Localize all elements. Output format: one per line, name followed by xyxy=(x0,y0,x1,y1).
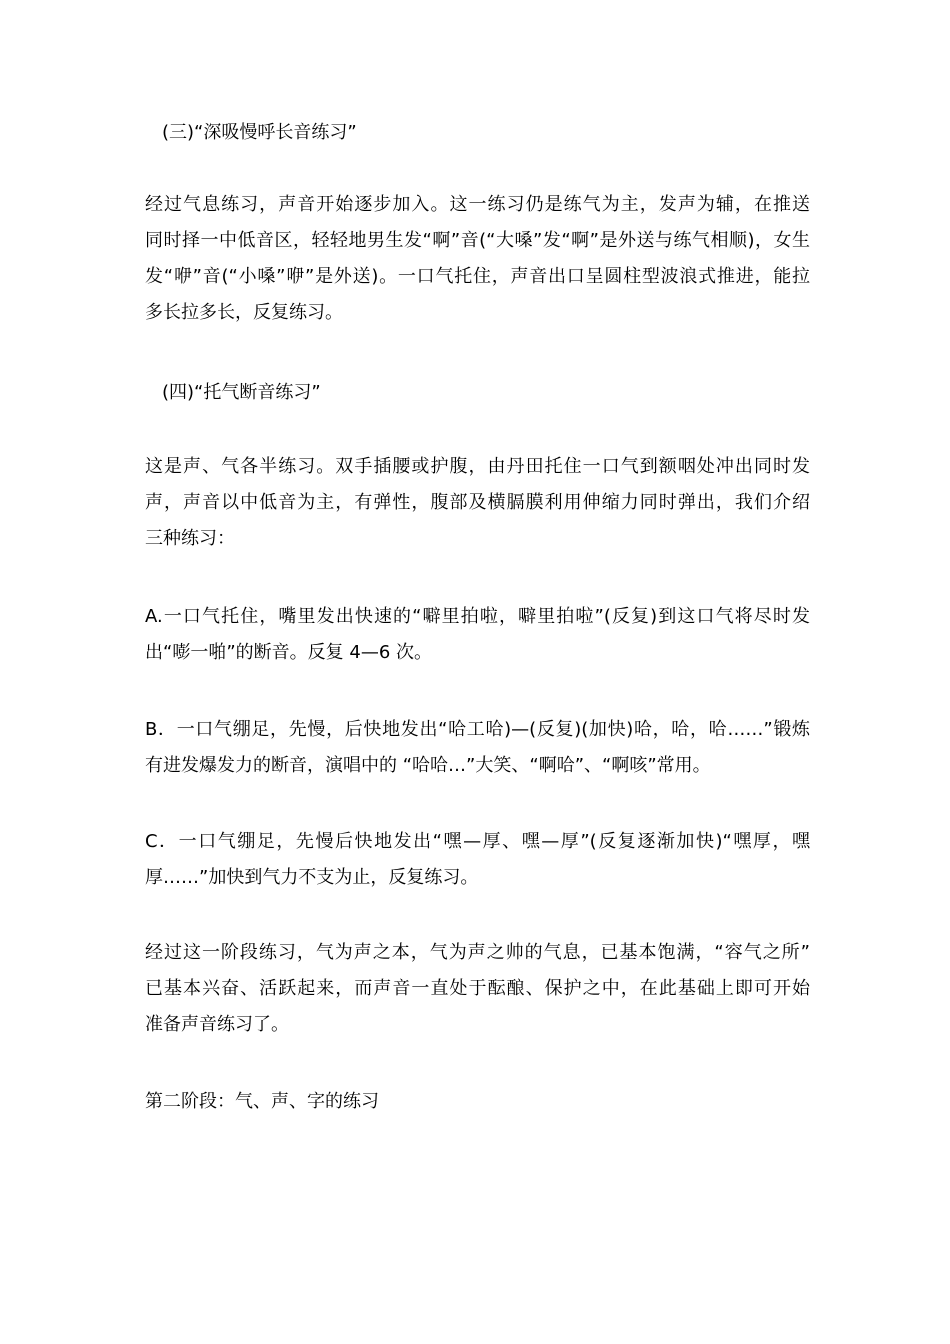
paragraph-line: 经过气息练习，声音开始逐步加入。这一练习仍是练气为主，发声为辅，在推送 xyxy=(145,194,810,215)
exercise-item-b xyxy=(145,712,810,784)
paragraph-line: 多长拉多长，反复练习。 xyxy=(145,302,343,323)
paragraph-line: A.一口气托住，嘴里发出快速的“噼里拍啦，噼里拍啦”(反复)到这口气将尽时发 xyxy=(145,606,810,627)
section-heading-4 xyxy=(162,375,827,411)
paragraph-line: 三种练习： xyxy=(145,528,235,549)
exercise-item-a xyxy=(145,599,810,671)
paragraph-line: 准备声音练习了。 xyxy=(145,1014,289,1035)
paragraph-long-tone xyxy=(145,187,810,331)
paragraph-line: C．一口气绷足，先慢后快地发出“嘿—厚、嘿—厚”(反复逐渐加快)“嘿厚，嘿 xyxy=(145,831,810,852)
paragraph-line: 这是声、气各半练习。双手插腰或护腹，由丹田托住一口气到额咽处冲出同时发 xyxy=(145,456,810,477)
paragraph-staccato xyxy=(145,449,810,557)
paragraph-line: 出“嘭一啪”的断音。反复 4—6 次。 xyxy=(145,642,432,663)
paragraph-line: 厚……”加快到气力不支为止，反复练习。 xyxy=(145,867,479,888)
section-heading-3 xyxy=(162,115,827,151)
stage-two-heading xyxy=(145,1084,810,1120)
heading-text: (三)“深吸慢呼长音练习” xyxy=(162,122,357,143)
paragraph-line: 发“咿”音(“小嗓”咿”是外送)。一口气托住，声音出口呈圆柱型波浪式推进，能拉 xyxy=(145,266,810,287)
paragraph-line: 经过这一阶段练习，气为声之本，气为声之帅的气息，已基本饱满，“容气之所” xyxy=(145,942,810,963)
exercise-item-c xyxy=(145,824,810,896)
heading-text: (四)“托气断音练习” xyxy=(162,382,321,403)
paragraph-line: 声，声音以中低音为主，有弹性，腹部及横膈膜利用伸缩力同时弹出，我们介绍 xyxy=(145,492,810,513)
heading-text: 第二阶段：气、声、字的练习 xyxy=(145,1091,379,1112)
paragraph-line: 同时择一中低音区，轻轻地男生发“啊”音(“大嗓”发“啊”是外送与练气相顺)，女生 xyxy=(145,230,810,251)
paragraph-line: 已基本兴奋、活跃起来，而声音一直处于酝酿、保护之中，在此基础上即可开始 xyxy=(145,978,810,999)
paragraph-line: 有进发爆发力的断音，演唱中的 “哈哈…”大笑、“啊哈”、“啊咳”常用。 xyxy=(145,755,711,776)
paragraph-line: B．一口气绷足，先慢，后快地发出“哈工哈)—(反复)(加快)哈，哈，哈……”锻炼 xyxy=(145,719,810,740)
paragraph-summary xyxy=(145,935,810,1043)
